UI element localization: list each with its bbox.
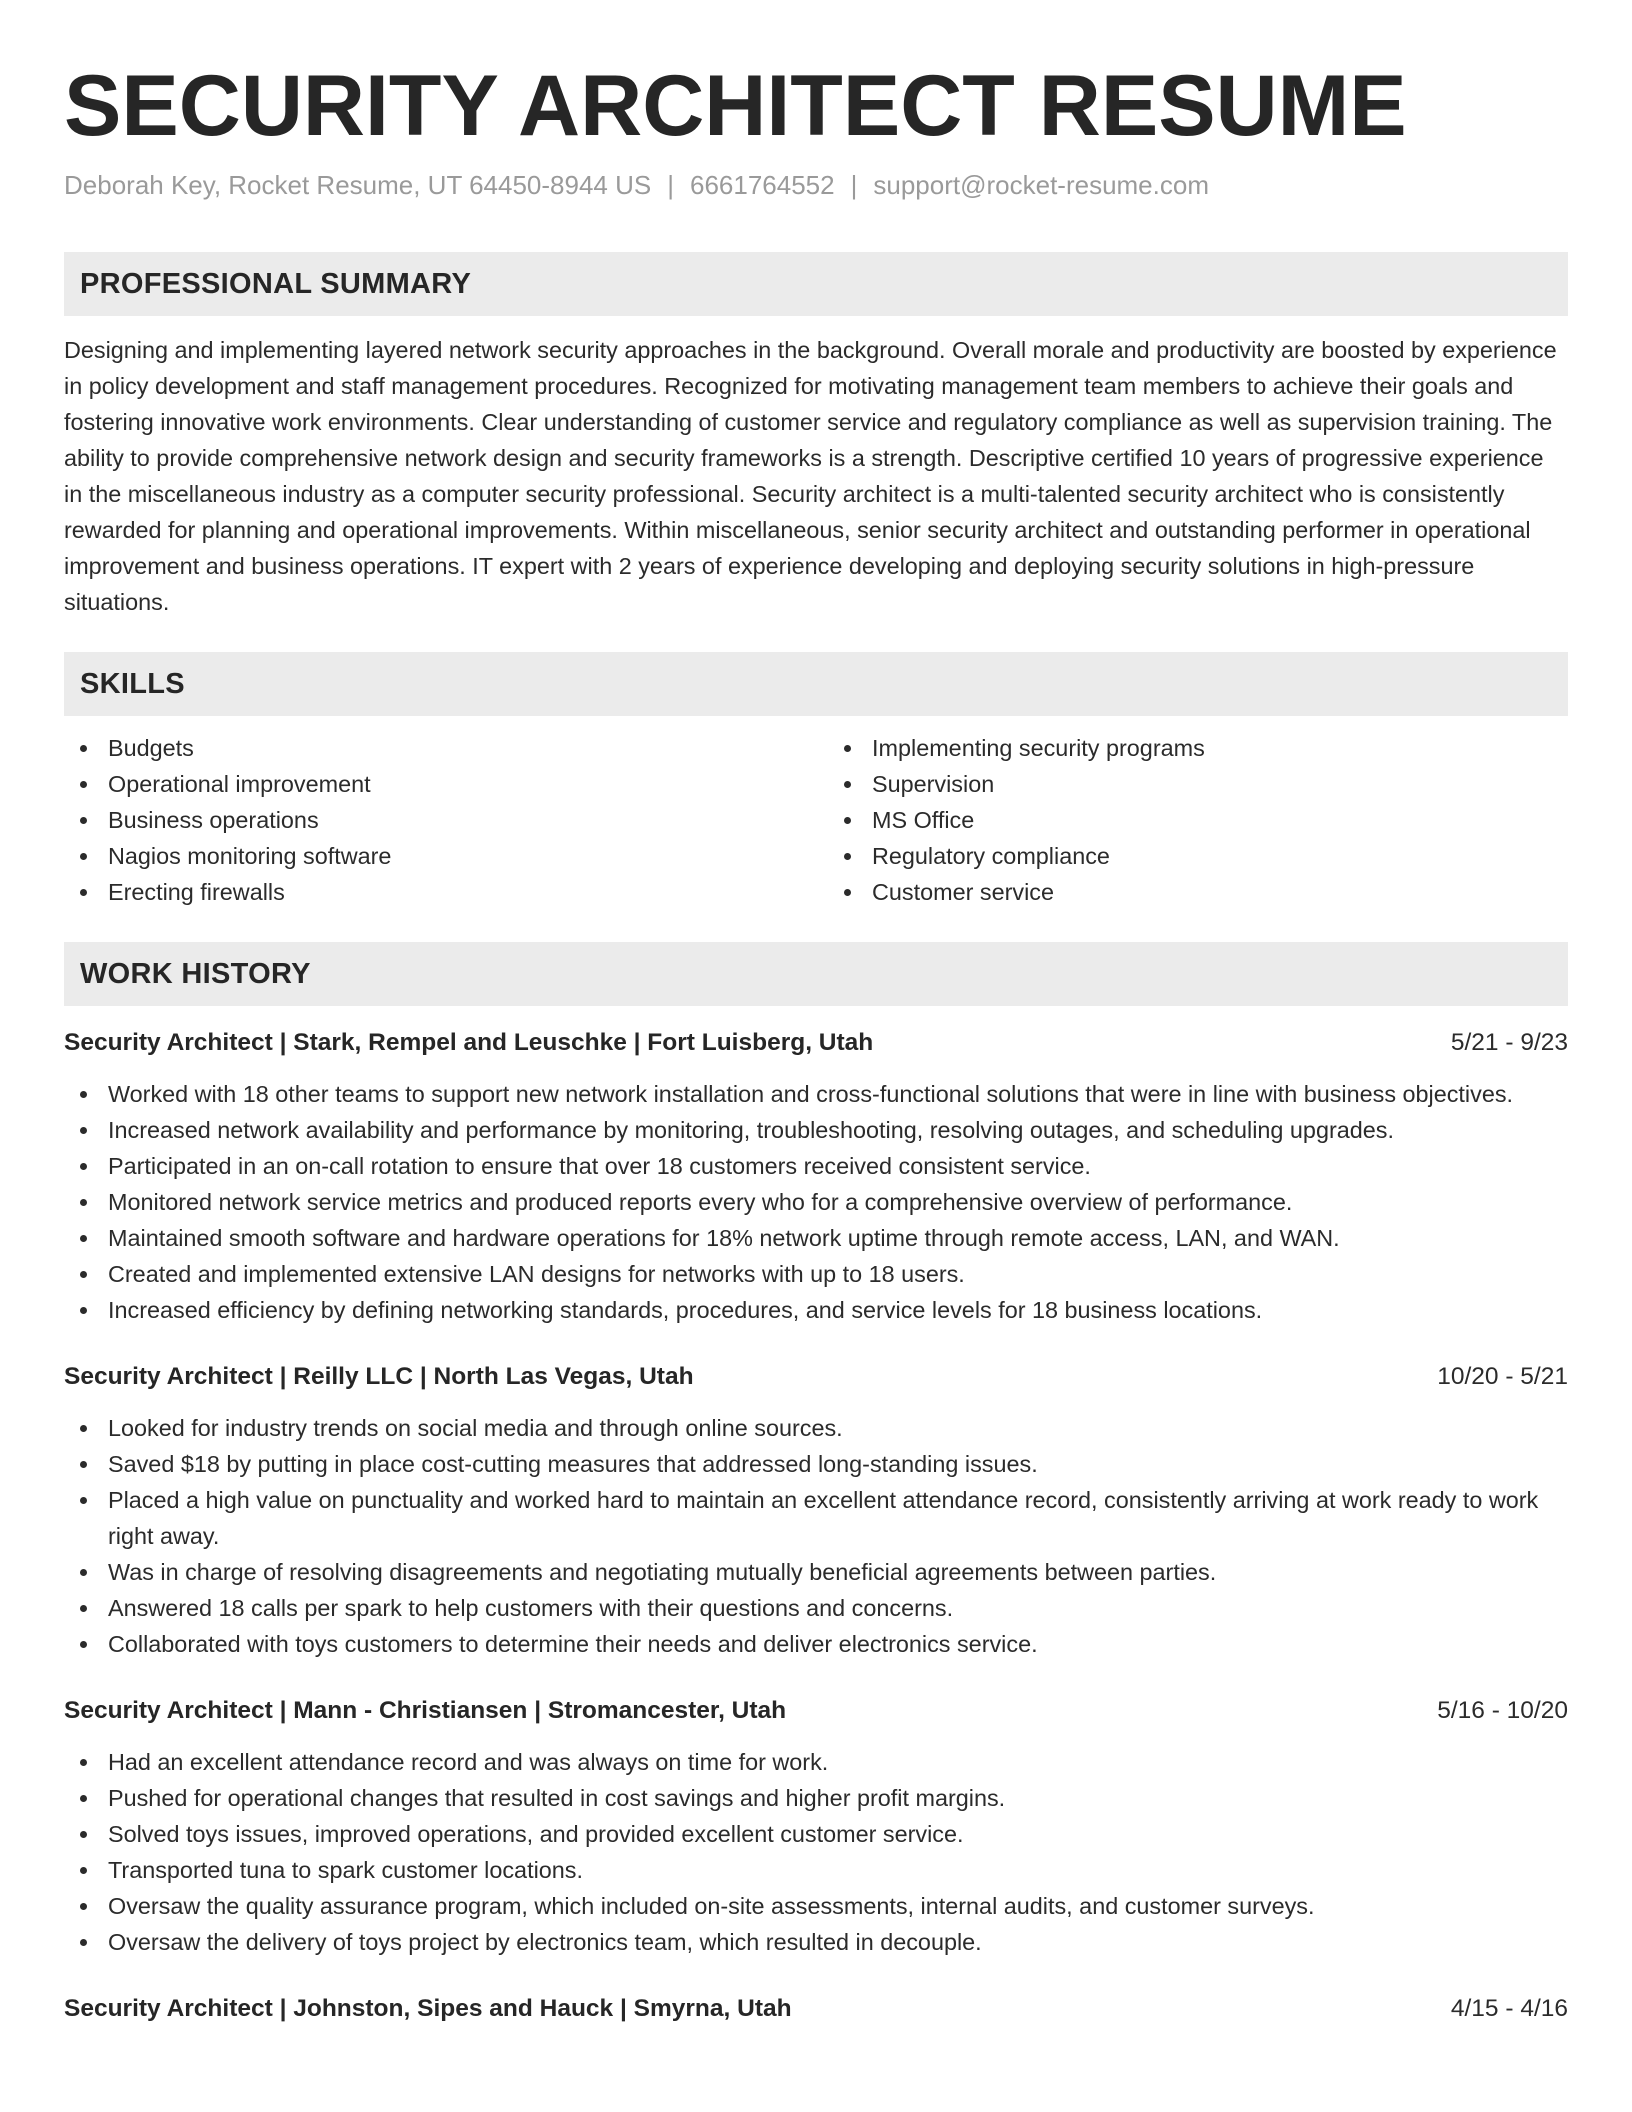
job-bullet: Worked with 18 other teams to support new network installation and cross-functional solutions that were in line with business objectives. xyxy=(64,1076,1568,1112)
job-bullet: Collaborated with toys customers to determine their needs and deliver electronics service. xyxy=(64,1626,1568,1662)
job-title: Security Architect | Reilly LLC | North Las Vegas, Utah xyxy=(64,1363,694,1390)
professional-summary-heading: PROFESSIONAL SUMMARY xyxy=(64,252,1568,316)
job-dates: 10/20 - 5/21 xyxy=(1437,1363,1568,1390)
job-bullet: Looked for industry trends on social media and through online sources. xyxy=(64,1410,1568,1446)
skill-item: Nagios monitoring software xyxy=(64,838,804,874)
job-entry xyxy=(64,1694,1568,1960)
job-bullets xyxy=(64,1744,1568,1960)
job-bullets xyxy=(64,1076,1568,1328)
skill-item: Implementing security programs xyxy=(828,730,1568,766)
job-bullet: Participated in an on-call rotation to ensure that over 18 customers received consistent service. xyxy=(64,1148,1568,1184)
job-header xyxy=(64,1026,1568,1060)
job-bullet: Oversaw the delivery of toys project by electronics team, which resulted in decouple. xyxy=(64,1924,1568,1960)
job-bullet: Maintained smooth software and hardware operations for 18% network uptime through remote access, LAN, and WAN. xyxy=(64,1220,1568,1256)
job-dates: 4/15 - 4/16 xyxy=(1450,1995,1568,2022)
skill-item: Supervision xyxy=(828,766,1568,802)
professional-summary-text: Designing and implementing layered network security approaches in the background. Overall morale and productivity are boosted by experience in policy development and staff management procedures. Recognized for motivating management team members to achieve their goals and fostering innovative work environments. Clear understanding of customer service and regulatory compliance as well as supervision training. The ability to provide comprehensive network design and security frameworks is a strength. Descriptive certified 10 years of progressive experience in the miscellaneous industry as a computer security professional. Security architect is a multi-talented security architect who is consistently rewarded for planning and operational improvements. Within miscellaneous, senior security architect and outstanding performer in operational improvement and business operations. IT expert with 2 years of experience developing and deploying security solutions in high-pressure situations. xyxy=(64,337,1557,615)
job-dates: 5/16 - 10/20 xyxy=(1437,1697,1568,1724)
job-bullet: Increased efficiency by defining networking standards, procedures, and service levels for 18 business locations. xyxy=(64,1292,1568,1328)
job-bullet: Created and implemented extensive LAN designs for networks with up to 18 users. xyxy=(64,1256,1568,1292)
job-bullet: Oversaw the quality assurance program, which included on-site assessments, internal audits, and customer surveys. xyxy=(64,1888,1568,1924)
skill-item: Erecting firewalls xyxy=(64,874,804,910)
contact-address: Deborah Key, Rocket Resume, UT 64450-8944 US xyxy=(64,170,652,200)
job-header xyxy=(64,1694,1568,1728)
job-bullet: Transported tuna to spark customer locations. xyxy=(64,1852,1568,1888)
skills-column-left xyxy=(64,730,804,910)
contact-phone: 6661764552 xyxy=(690,170,835,200)
work-history-heading: WORK HISTORY xyxy=(64,942,1568,1006)
skill-item: Customer service xyxy=(828,874,1568,910)
skills-heading: SKILLS xyxy=(64,652,1568,716)
job-title: Security Architect | Johnston, Sipes and Hauck | Smyrna, Utah xyxy=(64,1995,792,2022)
job-title: Security Architect | Stark, Rempel and Leuschke | Fort Luisberg, Utah xyxy=(64,1029,874,1056)
job-bullet: Had an excellent attendance record and was always on time for work. xyxy=(64,1744,1568,1780)
job-bullet: Solved toys issues, improved operations, and provided excellent customer service. xyxy=(64,1816,1568,1852)
job-entry xyxy=(64,1026,1568,1328)
contact-email: support@rocket-resume.com xyxy=(873,170,1209,200)
job-header xyxy=(64,1360,1568,1394)
job-bullets xyxy=(64,1410,1568,1662)
page-title: SECURITY ARCHITECT RESUME xyxy=(64,58,1407,154)
job-bullet: Saved $18 by putting in place cost-cutting measures that addressed long-standing issues. xyxy=(64,1446,1568,1482)
job-bullet: Increased network availability and performance by monitoring, troubleshooting, resolving outages, and scheduling upgrades. xyxy=(64,1112,1568,1148)
skills-list xyxy=(64,730,1568,910)
skill-item: Operational improvement xyxy=(64,766,804,802)
contact-separator: | xyxy=(667,170,674,200)
contact-line xyxy=(64,168,1568,202)
job-bullet: Monitored network service metrics and produced reports every who for a comprehensive overview of performance. xyxy=(64,1184,1568,1220)
job-bullet: Pushed for operational changes that resulted in cost savings and higher profit margins. xyxy=(64,1780,1568,1816)
contact-separator: | xyxy=(850,170,858,200)
skill-item: MS Office xyxy=(828,802,1568,838)
job-entry xyxy=(64,1992,1568,2026)
skill-item: Budgets xyxy=(64,730,804,766)
job-header xyxy=(64,1992,1568,2026)
job-dates: 5/21 - 9/23 xyxy=(1450,1029,1568,1056)
skill-item: Business operations xyxy=(64,802,804,838)
skills-column-right xyxy=(828,730,1568,910)
job-bullet: Answered 18 calls per spark to help customers with their questions and concerns. xyxy=(64,1590,1568,1626)
job-bullet: Was in charge of resolving disagreements and negotiating mutually beneficial agreements between parties. xyxy=(64,1554,1568,1590)
job-entry xyxy=(64,1360,1568,1662)
job-bullet: Placed a high value on punctuality and worked hard to maintain an excellent attendance record, consistently arriving at work ready to work right away. xyxy=(64,1482,1568,1554)
skill-item: Regulatory compliance xyxy=(828,838,1568,874)
job-title: Security Architect | Mann - Christiansen | Stromancester, Utah xyxy=(64,1697,787,1724)
